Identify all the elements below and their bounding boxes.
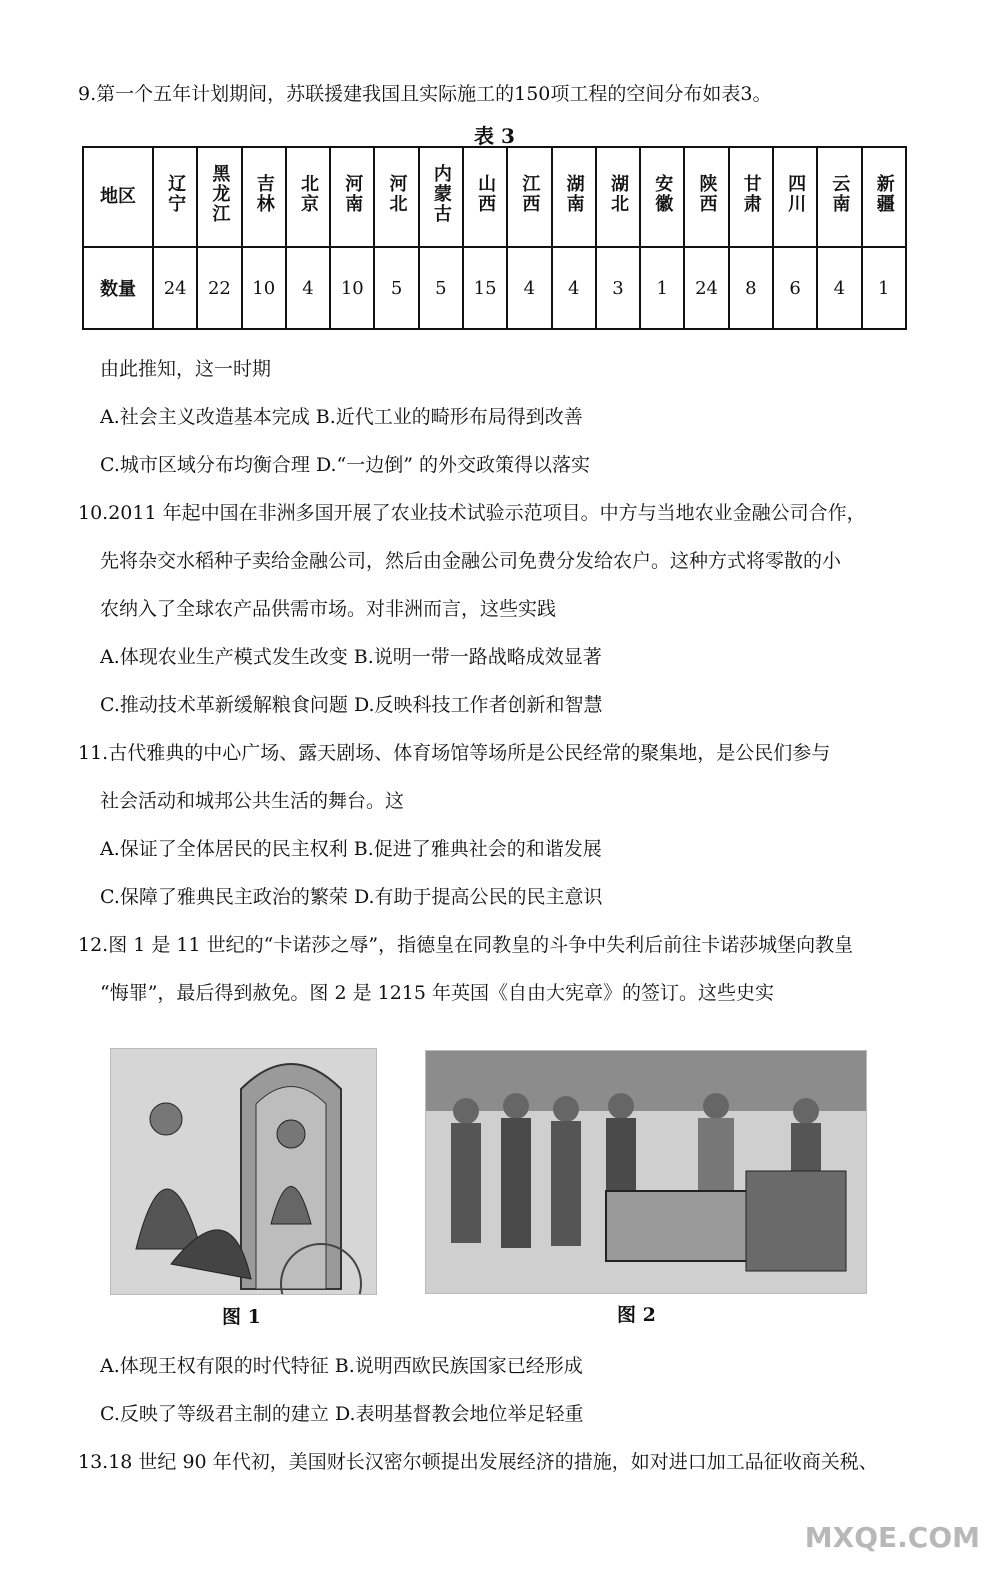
table-cell-region: 北京 — [286, 147, 330, 247]
table-cell-region: 黑龙江 — [197, 147, 241, 247]
q10-stem-line3: 农纳入了全球农产品供需市场。对非洲而言，这些实践 — [100, 598, 557, 620]
site-watermark: MXQE.COM — [804, 1521, 980, 1554]
q12-stem-line1: 12.图 1 是 11 世纪的“卡诺莎之辱”，指德皇在同教皇的斗争中失利后前往卡诺莎城堡向教皇 — [78, 934, 854, 956]
table-cell-count: 4 — [552, 247, 596, 329]
table-cell-region: 新疆 — [862, 147, 907, 247]
table-cell-count: 1 — [862, 247, 907, 329]
table-cell-count: 15 — [463, 247, 507, 329]
table-cell-region: 内蒙古 — [419, 147, 463, 247]
table-cell-region: 湖南 — [552, 147, 596, 247]
q12-options-cd: C.反映了等级君主制的建立 D.表明基督教会地位举足轻重 — [100, 1403, 584, 1425]
q9-lead: 由此推知，这一时期 — [100, 358, 272, 380]
table-cell-count: 10 — [330, 247, 374, 329]
table-cell-region: 吉林 — [242, 147, 286, 247]
q9-stem: 9.第一个五年计划期间，苏联援建我国且实际施工的150项工程的空间分布如表3。 — [78, 83, 772, 105]
q11-stem-line1: 11.古代雅典的中心广场、露天剧场、体育场馆等场所是公民经常的聚集地，是公民们参与 — [78, 742, 831, 764]
table-cell-region: 山西 — [463, 147, 507, 247]
q10-options-cd: C.推动技术革新缓解粮食问题 D.反映科技工作者创新和智慧 — [100, 694, 603, 716]
q10-options-ab: A.体现农业生产模式发生改变 B.说明一带一路战略成效显著 — [100, 646, 602, 668]
table-cell-region: 河南 — [330, 147, 374, 247]
q11-options-ab: A.保证了全体居民的民主权利 B.促进了雅典社会的和谐发展 — [100, 838, 602, 860]
figure-2-caption: 图 2 — [617, 1304, 656, 1326]
q9-options-ab: A.社会主义改造基本完成 B.近代工业的畸形布局得到改善 — [100, 406, 583, 428]
table-cell-region: 甘肃 — [729, 147, 773, 247]
q9-options-cd: C.城市区域分布均衡合理 D.“一边倒” 的外交政策得以落实 — [100, 454, 591, 476]
table-cell-count: 8 — [729, 247, 773, 329]
table-cell-count: 1 — [640, 247, 684, 329]
table-cell-region: 安徽 — [640, 147, 684, 247]
table-cell-count: 4 — [817, 247, 861, 329]
figure-1-caption: 图 1 — [222, 1306, 261, 1328]
q10-stem-line2: 先将杂交水稻种子卖给金融公司，然后由金融公司免费分发给农户。这种方式将零散的小 — [100, 550, 842, 572]
q12-stem-line2: “悔罪”，最后得到赦免。图 2 是 1215 年英国《自由大宪章》的签订。这些史实 — [100, 982, 775, 1004]
table-cell-count: 5 — [419, 247, 463, 329]
table-cell-count: 24 — [684, 247, 728, 329]
table-cell-region: 江西 — [507, 147, 551, 247]
q10-stem-line1: 10.2011 年起中国在非洲多国开展了农业技术试验示范项目。中方与当地农业金融公司合作， — [78, 502, 866, 524]
q13-stem-line1: 13.18 世纪 90 年代初，美国财长汉密尔顿提出发展经济的措施，如对进口加工品征收商关税、 — [78, 1451, 878, 1473]
table-cell-count: 6 — [773, 247, 817, 329]
table-cell-count: 5 — [374, 247, 418, 329]
figure-1-canossa-engraving — [110, 1048, 377, 1295]
table-cell-count: 3 — [596, 247, 640, 329]
q12-options-ab: A.体现王权有限的时代特征 B.说明西欧民族国家已经形成 — [100, 1355, 583, 1377]
region-count-table — [82, 146, 907, 330]
table-caption: 表 3 — [474, 124, 515, 148]
table-cell-count: 4 — [507, 247, 551, 329]
table-header-region: 地区 — [83, 147, 153, 247]
table-cell-region: 陕西 — [684, 147, 728, 247]
table-header-count: 数量 — [83, 247, 153, 329]
table-row-count — [83, 247, 906, 329]
table-cell-count: 24 — [153, 247, 197, 329]
table-cell-count: 10 — [242, 247, 286, 329]
table-row-region — [83, 147, 906, 247]
table-cell-count: 4 — [286, 247, 330, 329]
table-cell-region: 湖北 — [596, 147, 640, 247]
table-cell-region: 云南 — [817, 147, 861, 247]
q11-stem-line2: 社会活动和城邦公共生活的舞台。这 — [100, 790, 405, 812]
table-cell-region: 辽宁 — [153, 147, 197, 247]
q11-options-cd: C.保障了雅典民主政治的繁荣 D.有助于提高公民的民主意识 — [100, 886, 603, 908]
table-cell-region: 河北 — [374, 147, 418, 247]
table-cell-region: 四川 — [773, 147, 817, 247]
figure-2-magna-carta-engraving — [425, 1050, 867, 1294]
table-cell-count: 22 — [197, 247, 241, 329]
